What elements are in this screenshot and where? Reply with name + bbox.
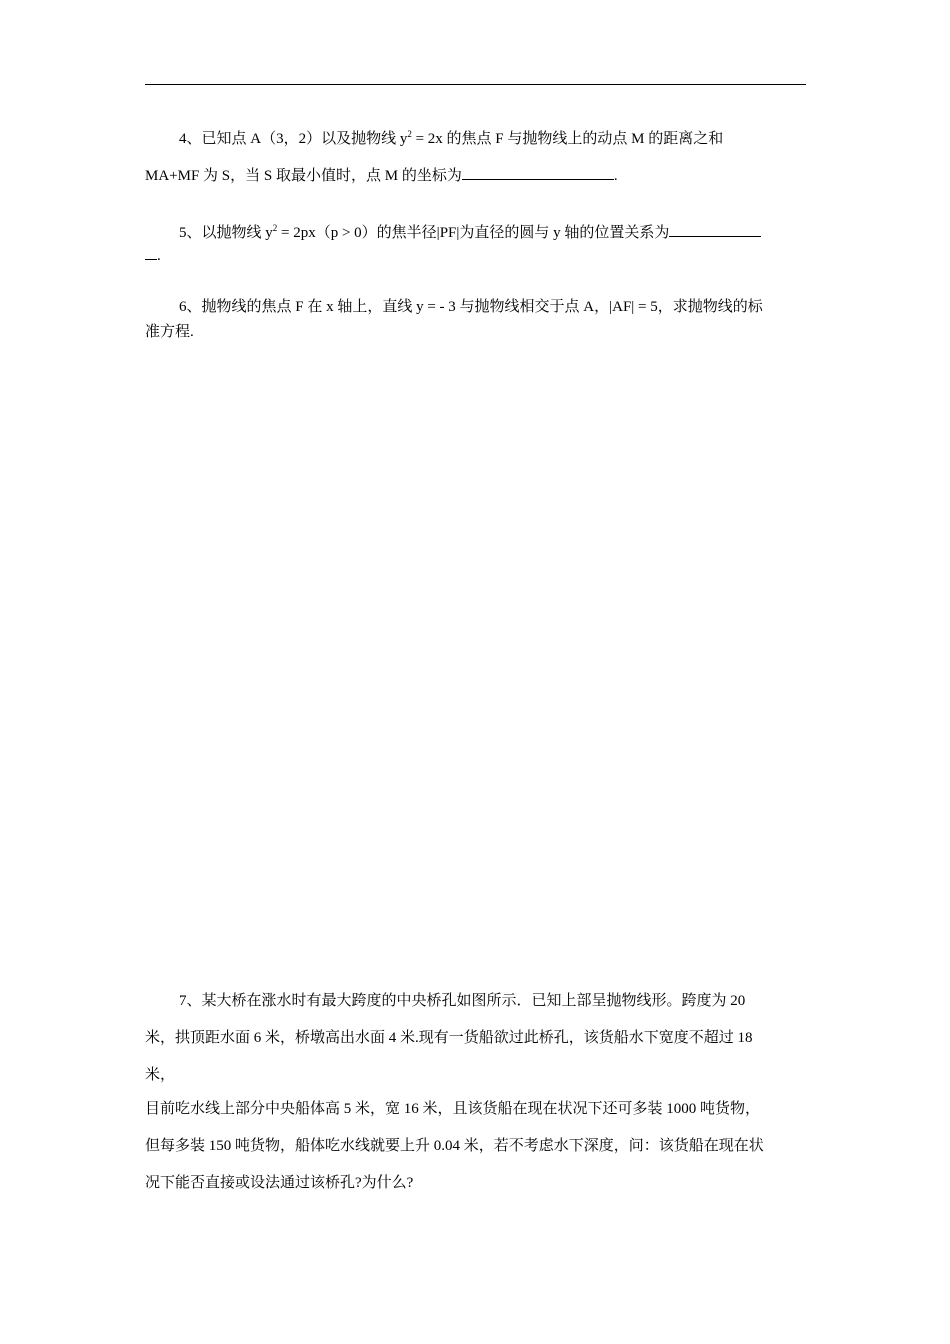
q4-text-b: = 2x 的焦点 F 与抛物线上的动点 M 的距离之和 <box>411 131 724 147</box>
question-7-line-2: 米，拱顶距水面 6 米，桥墩高出水面 4 米.现有一货船欲过此桥孔，该货船水下宽度不超过 18 <box>145 1030 753 1046</box>
header-rule <box>145 84 806 85</box>
question-7-line-6: 况下能否直接或设法通过该桥孔?为什么? <box>145 1175 414 1191</box>
question-4-line-1 <box>145 127 841 148</box>
q5-text-b: = 2px（p > 0）的焦半径|PF|为直径的圆与 y 轴的位置关系为 <box>277 225 670 241</box>
q5-period: . <box>157 248 161 264</box>
q5-answer-blank[interactable] <box>669 222 761 237</box>
question-7-line-5: 但每多装 150 吨货物，船体吃水线就要上升 0.04 米，若不考虑水下深度，问：该货船在现在状 <box>145 1138 764 1154</box>
q4-answer-blank[interactable] <box>462 165 614 180</box>
question-5-line-2 <box>145 245 807 265</box>
question-4-line-2 <box>145 164 807 185</box>
question-7-line-4: 目前吃水线上部分中央船体高 5 米，宽 16 米，且该货船在现在状况下还可多装 1000 吨货物， <box>145 1101 761 1117</box>
q4-text-c: MA+MF 为 S，当 S 取最小值时，点 M 的坐标为 <box>145 168 462 184</box>
question-7-line-1: 7、某大桥在涨水时有最大跨度的中央桥孔如图所示．已知上部呈抛物线形。跨度为 20 <box>179 993 746 1009</box>
q5-answer-blank-cont[interactable] <box>145 245 157 260</box>
q4-superscript: 2 <box>407 129 412 139</box>
question-5-line-1 <box>145 221 841 242</box>
question-6-line-1: 6、抛物线的焦点 F 在 x 轴上，直线 y = - 3 与抛物线相交于点 A，|AF| = 5，求抛物线的标 <box>179 299 763 315</box>
question-6-line-2: 准方程. <box>145 324 194 340</box>
q5-text-a: 5、以抛物线 y <box>179 225 273 241</box>
q4-text-a: 4、已知点 A（3，2）以及抛物线 y <box>179 131 408 147</box>
question-7-line-3: 米， <box>145 1067 176 1083</box>
q4-period: . <box>613 168 618 184</box>
q5-superscript: 2 <box>272 223 278 233</box>
